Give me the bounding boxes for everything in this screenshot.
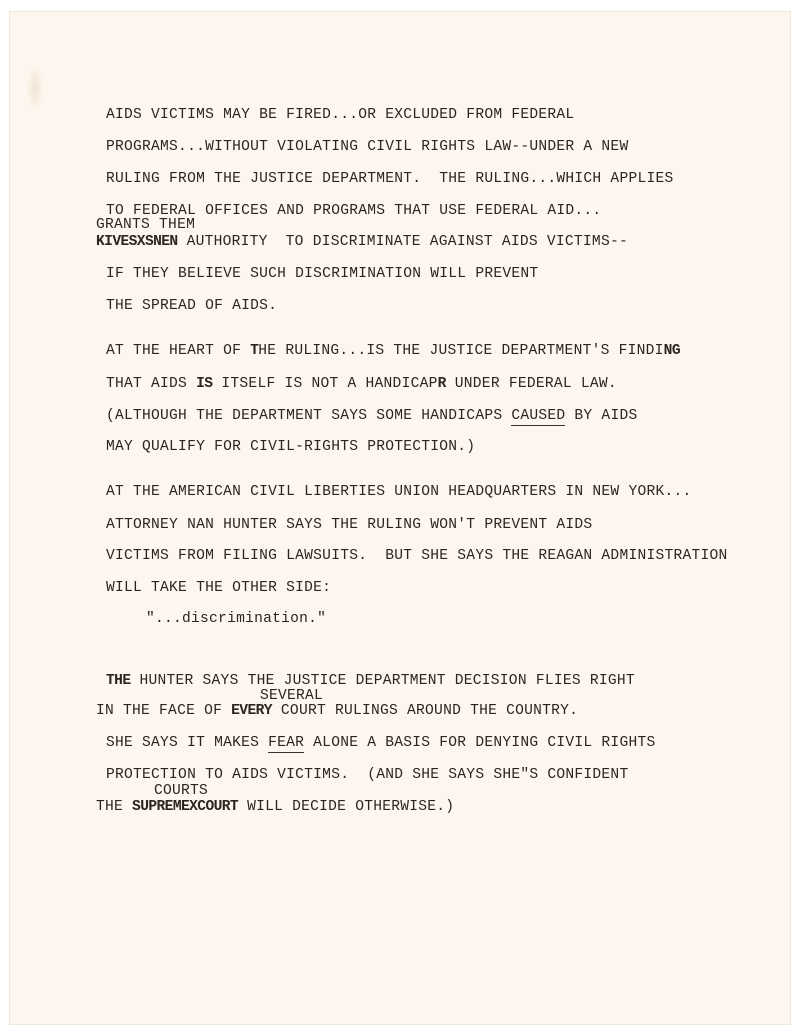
p1-insert-grants-them: GRANTS THEM (96, 217, 196, 233)
p3-line2: ATTORNEY NAN HUNTER SAYS THE RULING WON'T PREVENT AIDS (106, 517, 593, 533)
p4-insert-courts: COURTS (154, 783, 209, 799)
p4-line1 (106, 672, 635, 690)
p1-line5 (96, 233, 628, 251)
p1-line7: THE SPREAD OF AIDS. (106, 298, 278, 314)
p4-line1-b: HUNTER SAYS THE JUSTICE DEPARTMENT DECISION FLIES RIGHT (130, 673, 635, 689)
p2-line1-a: AT THE HEART OF (106, 343, 251, 359)
p1-line3: RULING FROM THE JUSTICE DEPARTMENT. THE RULING...WHICH APPLIES (106, 171, 674, 187)
p2-line2 (106, 375, 617, 393)
p3-line1: AT THE AMERICAN CIVIL LIBERTIES UNION HEADQUARTERS IN NEW YORK... (106, 484, 692, 500)
p4-line5-a: THE (96, 799, 133, 815)
p4-insert-several: SEVERAL (260, 688, 324, 704)
p4-line5-b: WILL DECIDE OTHERWISE.) (238, 799, 455, 815)
struck-text: NG (663, 343, 680, 359)
underlined-word: FEAR (268, 735, 305, 751)
struck-text: EVERY (231, 703, 272, 719)
p1-line1: AIDS VICTIMS MAY BE FIRED...OR EXCLUDED FROM FEDERAL (106, 107, 575, 123)
p2-line4: MAY QUALIFY FOR CIVIL-RIGHTS PROTECTION.) (106, 439, 476, 455)
p4-line2 (96, 702, 578, 720)
p3-quote: "...discrimination." (146, 611, 327, 627)
p2-line3-a: (ALTHOUGH THE DEPARTMENT SAYS SOME HANDICAPS (106, 408, 512, 424)
p1-line2: PROGRAMS...WITHOUT VIOLATING CIVIL RIGHTS LAW--UNDER A NEW (106, 139, 629, 155)
p4-line2-b: COURT RULINGS AROUND THE COUNTRY. (271, 703, 579, 719)
p1-line5-rest: AUTHORITY TO DISCRIMINATE AGAINST AIDS VICTIMS-- (177, 234, 628, 250)
paper-stain (26, 66, 44, 110)
p2-line1 (106, 342, 680, 360)
typed-page (10, 12, 790, 1024)
p2-line3-b: BY AIDS (565, 408, 638, 424)
p2-line3 (106, 407, 637, 425)
struck-text: T (250, 343, 259, 359)
struck-text: THE (106, 673, 131, 689)
struck-text: R (437, 376, 446, 392)
p3-line3: VICTIMS FROM FILING LAWSUITS. BUT SHE SAYS THE REAGAN ADMINISTRATION (106, 548, 728, 564)
p1-line6: IF THEY BELIEVE SUCH DISCRIMINATION WILL PREVENT (106, 266, 539, 282)
p2-line1-b: HE RULING...IS THE JUSTICE DEPARTMENT'S FINDI (258, 343, 664, 359)
p4-line4: PROTECTION TO AIDS VICTIMS. (AND SHE SAYS SHE"S CONFIDENT (106, 767, 629, 783)
p2-line2-b: ITSELF IS NOT A HANDICAP (212, 376, 438, 392)
p4-line3-b: ALONE A BASIS FOR DENYING CIVIL RIGHTS (304, 735, 656, 751)
p3-line4: WILL TAKE THE OTHER SIDE: (106, 580, 332, 596)
struck-text: SUPREMEXCOURT (132, 799, 239, 815)
p4-line3-a: SHE SAYS IT MAKES (106, 735, 269, 751)
p4-line2-a: IN THE FACE OF (96, 703, 232, 719)
struck-text: IS (196, 376, 213, 392)
p4-line5 (96, 798, 454, 816)
p1-line4: TO FEDERAL OFFICES AND PROGRAMS THAT USE FEDERAL AID... (106, 203, 602, 219)
p2-line2-a: THAT AIDS (106, 376, 197, 392)
p2-line2-c: UNDER FEDERAL LAW. (445, 376, 617, 392)
p4-line3 (106, 734, 655, 752)
struck-text: KIVESXSNEN (96, 234, 178, 250)
underlined-word: CAUSED (511, 408, 566, 424)
